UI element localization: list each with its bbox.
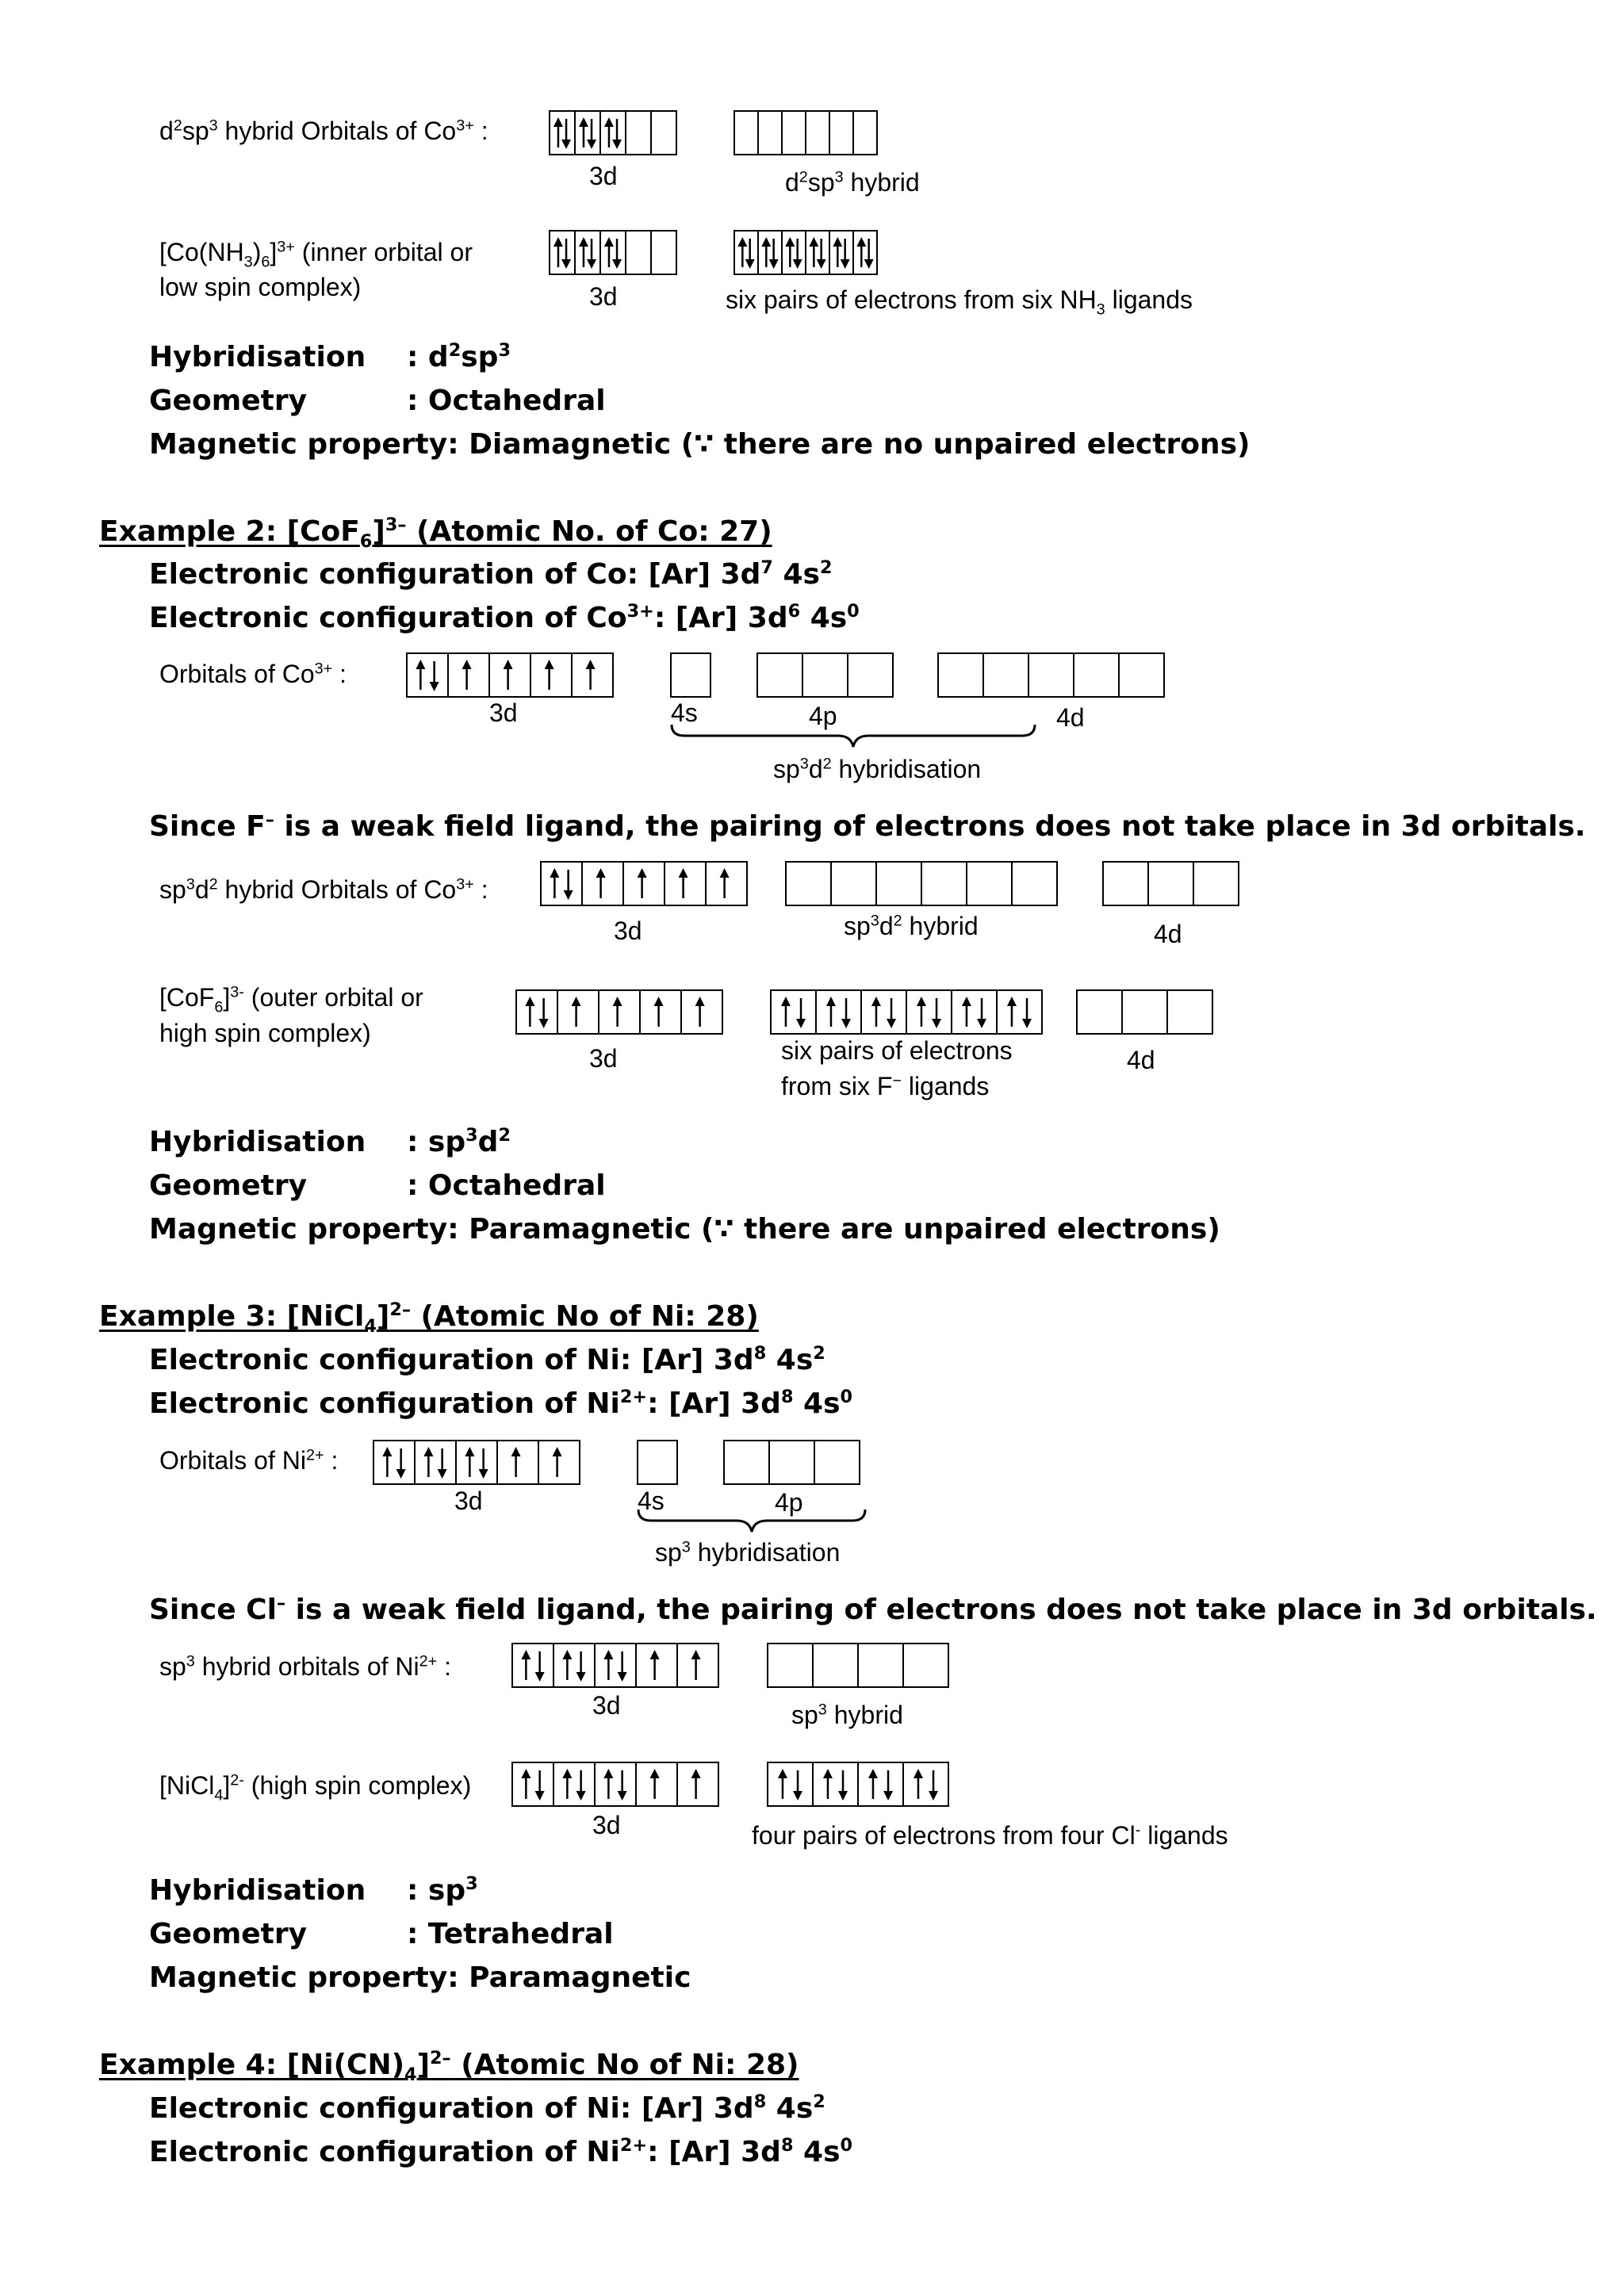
orbital-box: [374, 1440, 416, 1485]
orbital-diagram-4p: [723, 1440, 860, 1485]
paired-electrons-icon: [551, 116, 573, 151]
weak-field-note: Since Cl– is a weak field ligand, the pairing of electrons does not take place in 3d orbitals.: [149, 1593, 1597, 1626]
paired-electrons-icon: [818, 995, 860, 1030]
orbital-box: [637, 1643, 678, 1688]
paired-electrons-icon: [596, 1648, 634, 1683]
orbital-box: [735, 230, 759, 275]
paired-electrons-icon: [905, 1767, 947, 1802]
orbital-box: [637, 1762, 678, 1807]
caption-3d: 3d: [589, 282, 618, 311]
complex-label-line2: low spin complex): [159, 273, 362, 301]
paired-electrons-icon: [769, 1767, 811, 1802]
caption-3d: 3d: [592, 1811, 621, 1839]
orbital-box: [601, 110, 626, 155]
orbital-box: [1078, 989, 1123, 1035]
paired-electrons-icon: [783, 235, 804, 270]
orbital-box: [1149, 861, 1194, 906]
orbital-diagram-4d: [1076, 989, 1213, 1035]
hybridisation-line: Hybridisation : $sp^3$: [149, 1873, 478, 1907]
orbital-box: [665, 861, 707, 906]
orbital-box: [550, 110, 576, 155]
example-heading: Example 4: $[Ni(CN)_4]^{2-}$ (Atomic No of Ni: 28): [99, 2048, 799, 2086]
orbital-box: [638, 1440, 678, 1485]
orbital-box: [783, 110, 806, 155]
caption-4s: 4s: [671, 698, 698, 727]
orbital-box: [814, 1762, 859, 1807]
unpaired-electron-icon: [491, 658, 529, 693]
orbital-box: [952, 989, 998, 1035]
paired-electrons-icon: [908, 995, 950, 1030]
unpaired-electron-icon: [679, 1767, 717, 1802]
orbital-box: [848, 652, 894, 698]
electronic-configuration-ion: Electronic configuration of $Co^{3+}$: [Ar] $3d^6$ $4s^0$: [149, 601, 860, 634]
orbital-box: [678, 1762, 719, 1807]
orbital-box: [922, 861, 967, 906]
paired-electrons-icon: [518, 995, 556, 1030]
orbital-diagram-3d: [406, 652, 614, 698]
complex-label: [NiCl$_4$]$^{2-}$ (high spin complex): [159, 1771, 472, 1804]
orbital-box: [672, 652, 711, 698]
hybridisation-brace: [637, 1508, 867, 1535]
orbital-box: [817, 989, 862, 1035]
orbital-box: [539, 1440, 580, 1485]
orbital-box: [832, 861, 877, 906]
hybridisation-line: Hybridisation : $d^2sp^3$: [149, 340, 511, 373]
orbital-box: [457, 1440, 498, 1485]
orbital-box: [830, 110, 854, 155]
orbital-box: [550, 230, 576, 275]
paired-electrons-icon: [860, 1767, 902, 1802]
ligand-pairs-caption: six pairs of electrons: [781, 1036, 1013, 1065]
caption-hybrid: $sp^3$ hybrid: [791, 1701, 903, 1729]
orbital-box: [601, 230, 626, 275]
unpaired-electron-icon: [499, 1445, 537, 1480]
orbital-box: [806, 110, 830, 155]
paired-electrons-icon: [576, 235, 599, 270]
orbital-diagram-3d: [549, 230, 677, 275]
hybridisation-caption: $sp^3d^2$ hybridisation: [773, 755, 982, 783]
orbital-diagram-3d: [549, 110, 677, 155]
ligand-pairs-caption: four pairs of electrons from four Cl- ligands: [752, 1821, 1228, 1850]
orbital-box: [803, 652, 848, 698]
orbital-box: [624, 861, 665, 906]
paired-electrons-icon: [772, 995, 814, 1030]
unpaired-electron-icon: [642, 995, 680, 1030]
orbital-box: [1194, 861, 1239, 906]
orbital-box: [1168, 989, 1213, 1035]
orbital-box: [768, 1643, 814, 1688]
paired-electrons-icon: [736, 235, 756, 270]
orbital-box: [967, 861, 1013, 906]
unpaired-electron-icon: [707, 867, 745, 901]
unpaired-electron-icon: [532, 658, 570, 693]
orbital-box: [626, 110, 652, 155]
orbital-box: [554, 1643, 596, 1688]
orbital-box: [641, 989, 682, 1035]
example-heading: Example 3: [NiCl$_4$]$^{2-}$ (Atomic No of Ni: 28): [99, 1299, 759, 1337]
unpaired-electron-icon: [666, 867, 704, 901]
magnetic-property-line: Magnetic property: Paramagnetic (∵ there are unpaired electrons): [149, 1213, 1220, 1246]
orbital-box: [772, 989, 817, 1035]
ligand-pairs-caption: six pairs of electrons from six $NH_3$ ligands: [726, 285, 1193, 319]
orbital-box: [652, 230, 677, 275]
electronic-configuration: Electronic configuration of Co: [Ar] $3d^7$ $4s^2$: [149, 557, 833, 591]
unpaired-electron-icon: [625, 867, 663, 901]
orbital-box: [583, 861, 624, 906]
orbital-diagram-4d: [1102, 861, 1239, 906]
caption-3d: 3d: [589, 1044, 618, 1073]
caption-4p: 4p: [809, 702, 837, 730]
orbital-box: [596, 1643, 637, 1688]
orbital-box: [770, 1440, 815, 1485]
orbital-box: [984, 652, 1029, 698]
caption-4p: 4p: [775, 1488, 803, 1517]
orbital-diagram-ligand-pairs: [733, 230, 878, 275]
orbital-box: [678, 1643, 719, 1688]
orbital-box: [513, 1643, 554, 1688]
geometry-line: Geometry : Octahedral: [149, 1169, 606, 1202]
unpaired-electron-icon: [683, 995, 721, 1030]
paired-electrons-icon: [375, 1445, 413, 1480]
orbital-box: [626, 230, 652, 275]
orbital-box: [576, 230, 601, 275]
paired-electrons-icon: [555, 1648, 593, 1683]
caption-4s: 4s: [638, 1487, 665, 1515]
orbital-box: [554, 1762, 596, 1807]
paired-electrons-icon: [855, 235, 875, 270]
orbital-box: [939, 652, 984, 698]
hybridisation-line: Hybridisation : $sp^3d^2$: [149, 1125, 511, 1158]
orbital-box: [759, 110, 783, 155]
orbital-diagram-4s: [670, 652, 711, 698]
magnetic-property-line: Magnetic property: Paramagnetic: [149, 1961, 691, 1994]
orbital-diagram-3d: [511, 1762, 719, 1807]
orbital-box: [1029, 652, 1074, 698]
paired-electrons-icon: [551, 235, 573, 270]
paired-electrons-icon: [416, 1445, 454, 1480]
orbital-box: [1123, 989, 1168, 1035]
paired-electrons-icon: [458, 1445, 496, 1480]
orbital-box: [1013, 861, 1058, 906]
paired-electrons-icon: [863, 995, 905, 1030]
unpaired-electron-icon: [559, 995, 597, 1030]
orbital-diagram-hybrid: [733, 110, 878, 155]
caption-4d: 4d: [1127, 1046, 1155, 1074]
hybrid-orbitals-label: $d^2sp^3$ hybrid Orbitals of $Co^{3+}$ :: [159, 117, 488, 145]
orbital-diagram-4d: [937, 652, 1165, 698]
orbital-box: [513, 1762, 554, 1807]
orbital-box: [652, 110, 677, 155]
paired-electrons-icon: [831, 235, 852, 270]
weak-field-note: Since F– is a weak field ligand, the pairing of electrons does not take place in 3d orbitals.: [149, 809, 1586, 843]
orbital-diagram-3d: [540, 861, 748, 906]
hybrid-orbitals-label: $sp^3d^2$ hybrid Orbitals of $Co^{3+}$ :: [159, 875, 488, 904]
orbital-box: [1120, 652, 1165, 698]
hybridisation-brace: [670, 723, 1036, 750]
electronic-configuration: Electronic configuration of Ni: [Ar] $3d^8$ $4s^2$: [149, 2091, 825, 2125]
paired-electrons-icon: [514, 1648, 552, 1683]
orbital-box: [531, 652, 573, 698]
paired-electrons-icon: [602, 235, 624, 270]
electronic-configuration: Electronic configuration of Ni: [Ar] $3d^8$ $4s^2$: [149, 1343, 825, 1376]
orbital-box: [542, 861, 583, 906]
orbital-box: [854, 230, 878, 275]
caption-3d: 3d: [614, 916, 642, 945]
orbital-box: [735, 110, 759, 155]
unpaired-electron-icon: [600, 995, 638, 1030]
caption-4d: 4d: [1154, 920, 1182, 948]
caption-4d: 4d: [1056, 703, 1085, 732]
orbital-box: [862, 989, 907, 1035]
paired-electrons-icon: [814, 1767, 856, 1802]
unpaired-electron-icon: [584, 867, 622, 901]
orbital-box: [783, 230, 806, 275]
paired-electrons-icon: [760, 235, 780, 270]
orbital-box: [558, 989, 599, 1035]
orbital-box: [787, 861, 832, 906]
orbital-box: [815, 1440, 860, 1485]
caption-3d: 3d: [454, 1487, 483, 1515]
caption-hybrid: $d^2sp^3$ hybrid: [785, 168, 920, 197]
orbital-box: [599, 989, 641, 1035]
orbital-diagram-ligand-pairs: [770, 989, 1043, 1035]
ligand-pairs-caption-line2: from six F− ligands: [781, 1072, 990, 1100]
unpaired-electron-icon: [573, 658, 611, 693]
orbitals-label: Orbitals of $Ni^{2+}$ :: [159, 1446, 339, 1475]
orbital-box: [449, 652, 490, 698]
orbital-box: [859, 1762, 904, 1807]
unpaired-electron-icon: [638, 1648, 676, 1683]
orbital-diagram-4p: [756, 652, 894, 698]
unpaired-electron-icon: [679, 1648, 717, 1683]
orbital-diagram-ligand-pairs: [767, 1762, 949, 1807]
orbital-box: [408, 652, 449, 698]
paired-electrons-icon: [953, 995, 995, 1030]
caption-3d: 3d: [592, 1691, 621, 1720]
orbital-box: [1104, 861, 1149, 906]
orbital-box: [725, 1440, 770, 1485]
orbital-box: [1074, 652, 1120, 698]
orbital-box: [416, 1440, 457, 1485]
orbital-box: [707, 861, 748, 906]
unpaired-electron-icon: [450, 658, 488, 693]
paired-electrons-icon: [542, 867, 580, 901]
hybridisation-caption: $sp^3$ hybridisation: [655, 1538, 841, 1567]
hybrid-orbitals-label: $sp^3$ hybrid orbitals of $Ni^{2+}$ :: [159, 1652, 451, 1681]
electronic-configuration-ion: Electronic configuration of $Ni^{2+}$: [Ar] $3d^8$ $4s^0$: [149, 1387, 853, 1420]
complex-label-line2: high spin complex): [159, 1019, 371, 1047]
orbital-diagram-hybrid: [785, 861, 1058, 906]
orbitals-label: Orbitals of $Co^{3+}$ :: [159, 660, 347, 688]
paired-electrons-icon: [807, 235, 828, 270]
orbital-box: [907, 989, 952, 1035]
paired-electrons-icon: [596, 1767, 634, 1802]
orbital-box: [759, 230, 783, 275]
orbital-box: [758, 652, 803, 698]
orbital-box: [904, 1643, 949, 1688]
caption-hybrid: $sp^3d^2$ hybrid: [844, 912, 979, 940]
orbital-box: [854, 110, 878, 155]
paired-electrons-icon: [514, 1767, 552, 1802]
example-heading: Example 2: $[CoF_6]^{3-}$ (Atomic No. of Co: 27): [99, 515, 772, 553]
orbital-box: [490, 652, 531, 698]
paired-electrons-icon: [408, 658, 446, 693]
orbital-diagram-3d: [373, 1440, 580, 1485]
orbital-box: [998, 989, 1043, 1035]
orbital-box: [814, 1643, 859, 1688]
complex-label: $[CoF_6]^{3-}$ (outer orbital or: [159, 983, 423, 1016]
orbital-diagram-4s: [637, 1440, 678, 1485]
paired-electrons-icon: [555, 1767, 593, 1802]
orbital-box: [768, 1762, 814, 1807]
orbital-box: [498, 1440, 539, 1485]
magnetic-property-line: Magnetic property: Diamagnetic (∵ there are no unpaired electrons): [149, 428, 1251, 461]
caption-3d: 3d: [489, 698, 518, 727]
orbital-diagram-3d: [515, 989, 723, 1035]
geometry-line: Geometry : Octahedral: [149, 385, 606, 417]
paired-electrons-icon: [602, 116, 624, 151]
unpaired-electron-icon: [540, 1445, 578, 1480]
complex-label: $[Co(NH_3)_6]^{3+}$ (inner orbital or: [159, 238, 473, 271]
orbital-box: [830, 230, 854, 275]
geometry-line: Geometry : Tetrahedral: [149, 1918, 614, 1950]
paired-electrons-icon: [998, 995, 1040, 1030]
orbital-box: [576, 110, 601, 155]
orbital-diagram-hybrid: [767, 1643, 949, 1688]
orbital-box: [517, 989, 558, 1035]
orbital-box: [859, 1643, 904, 1688]
orbital-box: [682, 989, 723, 1035]
orbital-box: [596, 1762, 637, 1807]
orbital-box: [573, 652, 614, 698]
orbital-box: [877, 861, 922, 906]
electronic-configuration-ion: Electronic configuration of $Ni^{2+}$: [Ar] $3d^8$ $4s^0$: [149, 2135, 853, 2168]
orbital-box: [904, 1762, 949, 1807]
caption-3d: 3d: [589, 162, 618, 190]
orbital-box: [806, 230, 830, 275]
unpaired-electron-icon: [638, 1767, 676, 1802]
paired-electrons-icon: [576, 116, 599, 151]
orbital-diagram-3d: [511, 1643, 719, 1688]
